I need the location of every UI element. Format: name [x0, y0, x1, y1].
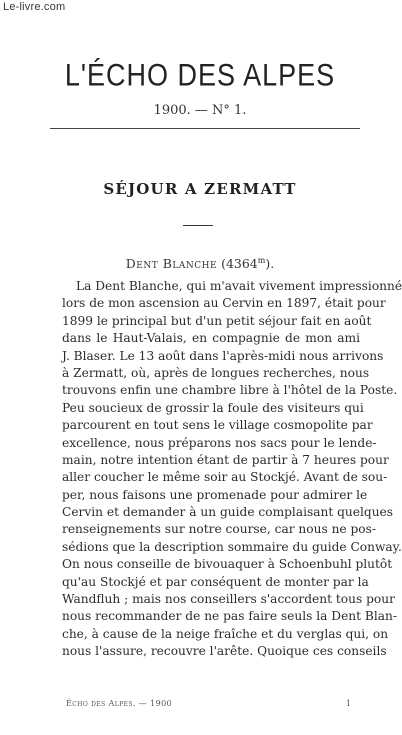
issue-line: 1900. — N° 1. — [153, 103, 247, 118]
body-line: renseignements sur notre course, car nous ne pos- — [62, 522, 377, 537]
body-line: La Dent Blanche, qui m'avait vivement impressionné — [76, 279, 402, 293]
header-rule — [50, 128, 360, 129]
body-line: qu'au Stockjé et par conséquent de monter par la — [62, 574, 369, 589]
page-footer — [66, 699, 351, 708]
section-heading — [0, 256, 400, 271]
body-line: dans le Haut-Valais, en compagnie de mon ami — [62, 331, 360, 346]
body-line: Wandfluh ; mais nos conseillers s'accordent tous pour — [62, 592, 395, 607]
body-line: Peu soucieux de grossir la foule des visiteurs qui — [62, 400, 364, 415]
running-title: Écho des Alpes. — 1900 — [66, 699, 173, 708]
body-line: sédions que la description sommaire du guide Conway. — [62, 539, 402, 554]
section-altitude: (4364 — [221, 256, 258, 272]
body-line: main, notre intention étant de partir à 7 heures pour — [62, 452, 389, 467]
article-title: SÉJOUR A ZERMATT — [103, 180, 297, 198]
article-body — [62, 278, 402, 661]
body-line: à Zermatt, où, après de longues recherches, nous — [62, 365, 370, 380]
section-name: Dent Blanche — [125, 256, 218, 272]
body-line: Cervin et demander à un guide complaisant quelques — [62, 505, 394, 520]
body-line: per, nous faisons une promenade pour admirer le — [62, 487, 368, 502]
body-line: trouvons enfin une chambre libre à l'hôtel de la Poste. — [62, 383, 398, 398]
body-line: excellence, nous préparons nos sacs pour le lende- — [62, 435, 377, 450]
body-line: On nous conseille de bivouaquer à Schoenbuhl plutôt — [62, 557, 393, 572]
section-close: ). — [265, 256, 275, 272]
body-line: lors de mon ascension au Cervin en 1897, était pour — [62, 296, 386, 311]
page-number: 1 — [345, 699, 351, 708]
body-line: nous recommander de ne pas faire seuls la Dent Blan- — [62, 609, 397, 624]
title-divider — [183, 225, 213, 226]
body-line: J. Blaser. Le 13 août dans l'après-midi nous arrivons — [62, 348, 384, 363]
watermark-logo: Le-livre.com — [3, 1, 66, 13]
body-line: che, à cause de la neige fraîche et du verglas qui, on — [62, 626, 389, 641]
body-line: aller coucher le même soir au Stockjé. Avant de sou- — [62, 470, 388, 485]
section-altitude-unit: m — [257, 256, 266, 265]
body-line: nous l'assure, recouvre l'arête. Quoique ces conseils — [62, 644, 387, 659]
body-line: 1899 le principal but d'un petit séjour fait en août — [62, 313, 372, 328]
journal-title: L'ÉCHO DES ALPES — [64, 57, 336, 93]
body-line: parcourent en tout sens le village cosmopolite par — [62, 418, 373, 433]
